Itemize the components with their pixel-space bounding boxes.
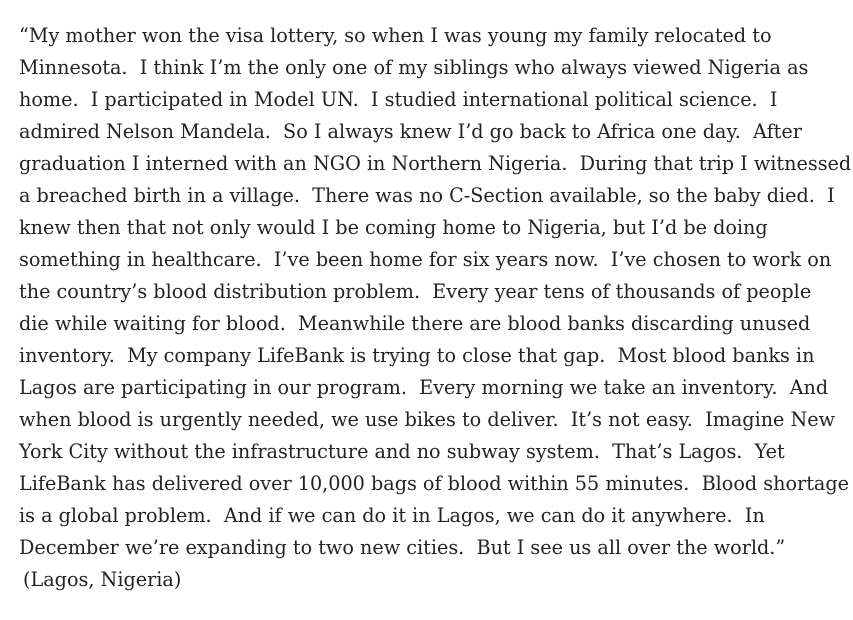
quote-line: graduation I interned with an NGO in Northern Nigeria. During that trip I witnessed: [19, 152, 852, 175]
quote-line: December we’re expanding to two new cities. But I see us all over the world.”: [19, 536, 786, 559]
quote-line: the country’s blood distribution problem. Every year tens of thousands of people: [19, 280, 812, 303]
quote-line: Minnesota. I think I’m the only one of my siblings who always viewed Nigeria as: [19, 56, 809, 79]
quote-line: inventory. My company LifeBank is trying to close that gap. Most blood banks in: [19, 344, 815, 367]
quote-text: [19, 20, 852, 564]
quote-line: admired Nelson Mandela. So I always knew I’d go back to Africa one day. After: [19, 120, 802, 143]
quote-line: a breached birth in a village. There was no C-Section available, so the baby died. I: [19, 184, 835, 207]
quote-line: is a global problem. And if we can do it in Lagos, we can do it anywhere. In: [19, 504, 765, 527]
quote-line: Lagos are participating in our program. Every morning we take an inventory. And: [19, 376, 829, 399]
quote-line: York City without the infrastructure and no subway system. That’s Lagos. Yet: [19, 440, 785, 463]
quote-line: LifeBank has delivered over 10,000 bags of blood within 55 minutes. Blood shortage: [19, 472, 850, 495]
post-caption: [19, 20, 852, 596]
quote-line: die while waiting for blood. Meanwhile there are blood banks discarding unused: [19, 312, 811, 335]
quote-line: home. I participated in Model UN. I studied international political science. I: [19, 88, 778, 111]
quote-line: something in healthcare. I’ve been home for six years now. I’ve chosen to work on: [19, 248, 832, 271]
quote-line: when blood is urgently needed, we use bikes to deliver. It’s not easy. Imagine New: [19, 408, 836, 431]
quote-line: “My mother won the visa lottery, so when I was young my family relocated to: [19, 24, 772, 47]
quote-line: knew then that not only would I be coming home to Nigeria, but I’d be doing: [19, 216, 768, 239]
location-caption: (Lagos, Nigeria): [23, 568, 182, 591]
